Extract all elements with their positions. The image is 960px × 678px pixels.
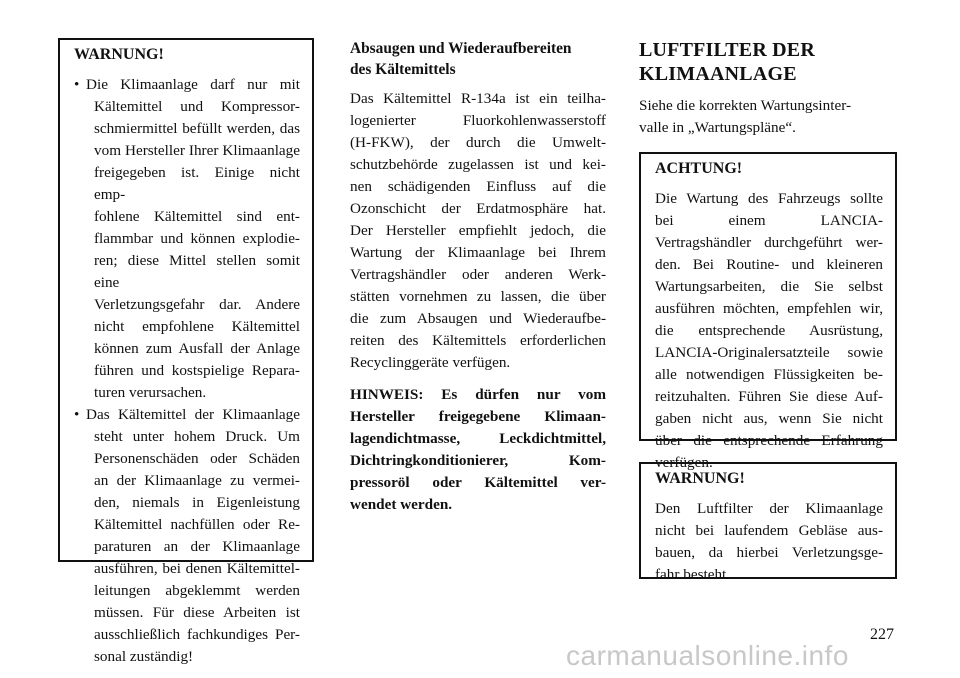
text-line: reiten des Kältemittels erforderlichen (350, 332, 606, 349)
text-line: Wartung der Klimaanlage bei Ihrem (350, 244, 606, 261)
text-line: turen verursachen. (94, 384, 207, 401)
text-line: vom Hersteller Ihrer Klimaanlage (94, 142, 300, 159)
section-title-air-filter (639, 38, 897, 86)
section-intro-air-filter (639, 95, 897, 139)
text-line: Die Klimaanlage darf nur mit (86, 76, 300, 93)
text-line: nen schädigenden Einfluss auf die (350, 178, 606, 195)
text-line: Den Luftfilter der Klimaanlage (655, 500, 883, 517)
section-air-filter (639, 38, 897, 139)
text-line: Kältemittel nachfüllen oder Re- (94, 516, 300, 533)
text-line: Kältemittel und Kompressor- (94, 98, 300, 115)
text-line: Vertragshändler durchgeführt wer- (655, 234, 883, 251)
text-line: Das Kältemittel der Klimaanlage (86, 406, 300, 423)
text-line: Wartungsarbeiten, die Sie selbst (655, 278, 883, 295)
text-line: bauen, da hierbei Verletzungsge- (655, 544, 883, 561)
text-line: gaben nicht aus, wenn Sie nicht (655, 410, 883, 427)
page-number: 227 (870, 626, 894, 643)
text-line: (H-FKW), der durch die Umwelt- (350, 134, 606, 151)
text-line: freigegeben ist. Einige nicht emp- (94, 164, 300, 203)
note-paragraph (350, 384, 606, 516)
text-line: schutzbehörde zugelassen ist und kei- (350, 156, 606, 173)
text-line: Recyclinggeräte verfügen. (350, 354, 511, 371)
text-line: Personenschäden oder Schäden (94, 450, 300, 467)
text-line: nicht bei laufendem Gebläse aus- (655, 522, 883, 539)
text-line: den. Bei Routine- und kleineren (655, 256, 883, 273)
warning-box-refrigerant (58, 38, 314, 665)
text-line: Absaugen und Wiederaufbereiten (350, 40, 572, 57)
text-line: den, niemals in Eigenleistung (94, 494, 300, 511)
section-heading-refrigerant (350, 38, 606, 80)
text-line: über die entsprechende Erfahrung (655, 432, 883, 449)
bullet-icon: • (74, 406, 80, 423)
caution-text (655, 188, 883, 474)
caution-title: ACHTUNG! (655, 160, 743, 177)
text-line: HINWEIS: Es dürfen nur vom (350, 386, 606, 403)
warning-box-air-filter (639, 462, 897, 583)
text-line: können zum Ausfall der Anlage (94, 340, 300, 357)
text-line: stätten vornehmen zu lassen, die über (350, 288, 606, 305)
warning-text-air-filter (655, 498, 883, 586)
warning-bullet-item (74, 74, 300, 404)
text-line: sonal zuständig! (94, 648, 194, 665)
text-line: alle notwendigen Flüssigkeiten be- (655, 366, 883, 383)
text-line: ren; diese Mittel stellen somit eine (94, 252, 300, 291)
section-refrigerant (350, 38, 606, 516)
text-line: Das Kältemittel R-134a ist ein teilha- (350, 90, 606, 107)
text-line: Hersteller freigegebene Klimaan- (350, 408, 606, 425)
text-line: die zum Absaugen und Wiederaufbe- (350, 310, 606, 327)
text-line: valle in „Wartungspläne“. (639, 119, 796, 136)
text-line: nicht empfohlene Kältemittel (94, 318, 300, 335)
text-line: die entsprechende Ausrüstung, (655, 322, 883, 339)
text-line: pressoröl oder Kältemittel ver- (350, 474, 606, 491)
text-line: ausführen möchten, empfehlen wir, (655, 300, 883, 317)
text-line: Siehe die korrekten Wartungsinter- (639, 97, 852, 114)
caution-box (639, 152, 897, 471)
watermark-logo: carmanualsonline.info (566, 640, 849, 671)
section-body-refrigerant (350, 88, 606, 374)
text-line: lagendichtmasse, Leckdichtmittel, (350, 430, 606, 447)
text-line: an der Klimaanlage zu vermei- (94, 472, 300, 489)
text-line: LANCIA-Originalersatzteile sowie (655, 344, 883, 361)
text-line: paraturen an der Klimaanlage (94, 538, 300, 555)
warning-bullet-item (74, 404, 300, 668)
text-line: verfügen. (655, 454, 713, 471)
text-line: Dichtringkonditionierer, Kom- (350, 452, 606, 469)
text-line: wendet werden. (350, 496, 453, 513)
text-line: KLIMAANLAGE (639, 63, 797, 85)
text-line: steht unter hohem Druck. Um (94, 428, 300, 445)
text-line: Die Wartung des Fahrzeugs sollte (655, 190, 883, 207)
text-line: Vertragshändler oder anderen Werk- (350, 266, 606, 283)
text-line: reitzuhalten. Führen Sie diese Auf- (655, 388, 883, 405)
text-line: fahr besteht. (655, 566, 731, 583)
bullet-icon: • (74, 76, 80, 93)
text-line: des Kältemittels (350, 61, 456, 78)
text-line: Der Hersteller empfiehlt jedoch, die (350, 222, 606, 239)
text-line: bei einem LANCIA- (655, 212, 883, 229)
text-line: ausführen, bei denen Kältemittel- (94, 560, 300, 577)
text-line: müssen. Für diese Arbeiten ist (94, 604, 300, 621)
warning-title: WARNUNG! (74, 46, 164, 63)
text-line: LUFTFILTER DER (639, 39, 815, 61)
text-line: Verletzungsgefahr dar. Andere (94, 296, 300, 313)
text-line: fohlene Kältemittel sind ent- (94, 208, 300, 225)
warning-title-air-filter: WARNUNG! (655, 470, 745, 487)
text-line: schmiermittel befüllt werden, das (94, 120, 300, 137)
text-line: leitungen abgeklemmt werden (94, 582, 300, 599)
warning-bullet-list (74, 74, 300, 668)
text-line: ausschließlich fachkundiges Per- (94, 626, 300, 643)
text-line: führen und kostspielige Repara- (94, 362, 300, 379)
text-line: logenierter Fluorkohlenwasserstoff (350, 112, 606, 129)
text-line: Ozonschicht der Erdatmosphäre hat. (350, 200, 606, 217)
text-line: flammbar und können explodie- (94, 230, 300, 247)
